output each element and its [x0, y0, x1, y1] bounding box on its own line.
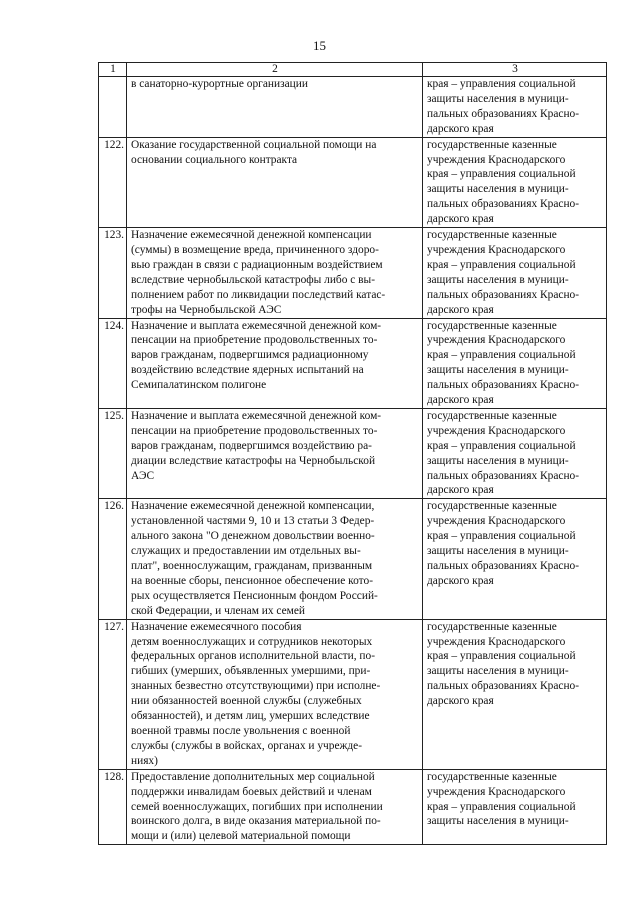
- responsible-agency: [423, 619, 607, 769]
- page-number: 15: [313, 38, 326, 53]
- agency-line: дарского края: [427, 695, 494, 708]
- table-row: [99, 137, 607, 227]
- service-line: обязанностей), и детям лиц, умерших вследствие: [131, 710, 370, 723]
- agency-line: учреждения Краснодарского: [427, 153, 566, 166]
- responsible-agency: [423, 318, 607, 408]
- service-line: знанных безвестно отсутствующими) при исполне-: [131, 680, 381, 693]
- agency-line: пальных образованиях Красно-: [427, 469, 580, 482]
- agency-line: пальных образованиях Красно-: [427, 107, 580, 120]
- service-line: полнением работ по ликвидации последствий катас-: [131, 288, 386, 301]
- agency-line: учреждения Краснодарского: [427, 334, 566, 347]
- table-row: [99, 318, 607, 408]
- table-row: [99, 499, 607, 619]
- agency-line: края – управления социальной: [427, 800, 576, 813]
- service-line: ального закона "О денежном довольствии военно-: [131, 530, 375, 543]
- service-line: семей военнослужащих, погибших при исполнении: [131, 800, 383, 813]
- service-description: [127, 769, 423, 845]
- table-row: [99, 769, 607, 845]
- header-col-2: 2: [127, 63, 423, 77]
- services-table: [98, 62, 607, 845]
- agency-line: дарского края: [427, 574, 494, 587]
- agency-line: дарского края: [427, 394, 494, 407]
- agency-line: края – управления социальной: [427, 530, 576, 543]
- agency-line: учреждения Краснодарского: [427, 785, 566, 798]
- agency-line: дарского края: [427, 213, 494, 226]
- service-line: Назначение ежемесячного пособия: [131, 620, 302, 633]
- service-line: (суммы) в возмещение вреда, причиненного здоро-: [131, 243, 379, 256]
- service-description: [127, 619, 423, 769]
- service-line: рых осуществляется Пенсионным фондом Россий-: [131, 589, 378, 602]
- agency-line: пальных образованиях Красно-: [427, 198, 580, 211]
- agency-line: края – управления социальной: [427, 349, 576, 362]
- service-line: гибших (умерших, объявленных умершими, при-: [131, 665, 371, 678]
- responsible-agency: [423, 408, 607, 498]
- row-number: 124.: [99, 318, 127, 408]
- agency-line: защиты населения в муници-: [427, 92, 569, 105]
- header-col-1: 1: [99, 63, 127, 77]
- agency-line: дарского края: [427, 122, 494, 135]
- service-line: служащих и предоставлении им отдельных вы-: [131, 545, 361, 558]
- service-line: на военные сборы, пенсионное обеспечение кото-: [131, 574, 373, 587]
- agency-line: учреждения Краснодарского: [427, 515, 566, 528]
- agency-line: края – управления социальной: [427, 168, 576, 181]
- responsible-agency: [423, 769, 607, 845]
- service-line: основании социального контракта: [131, 153, 298, 166]
- agency-line: пальных образованиях Красно-: [427, 379, 580, 392]
- service-description: [127, 77, 423, 138]
- agency-line: защиты населения в муници-: [427, 665, 569, 678]
- agency-line: защиты населения в муници-: [427, 454, 569, 467]
- service-line: Назначение ежемесячной денежной компенсации: [131, 229, 372, 242]
- service-line: установленной частями 9, 10 и 13 статьи 3 Федер-: [131, 515, 375, 528]
- service-line: поддержки инвалидам боевых действий и членам: [131, 785, 372, 798]
- table-header-row: [99, 63, 607, 77]
- table-row: [99, 77, 607, 138]
- service-line: пенсации на приобретение продовольственных то-: [131, 334, 378, 347]
- agency-line: государственные казенные: [427, 500, 557, 513]
- agency-line: края – управления социальной: [427, 650, 576, 663]
- service-description: [127, 318, 423, 408]
- service-line: ской Федерации, и членам их семей: [131, 604, 306, 617]
- service-line: диации вследствие катастрофы на Чернобыльской: [131, 454, 376, 467]
- agency-line: государственные казенные: [427, 138, 557, 151]
- row-number: [99, 77, 127, 138]
- agency-line: защиты населения в муници-: [427, 815, 569, 828]
- agency-line: учреждения Краснодарского: [427, 635, 566, 648]
- agency-line: государственные казенные: [427, 770, 557, 783]
- row-number: 127.: [99, 619, 127, 769]
- responsible-agency: [423, 228, 607, 318]
- service-line: варов гражданам, подвергшимся воздействию ра-: [131, 439, 372, 452]
- service-line: нии обязанностей военной службы (служебных: [131, 695, 362, 708]
- agency-line: учреждения Краснодарского: [427, 424, 566, 437]
- service-line: службы (службы в войсках, органах и учрежде-: [131, 739, 363, 752]
- responsible-agency: [423, 499, 607, 619]
- row-number: 125.: [99, 408, 127, 498]
- service-line: Семипалатинском полигоне: [131, 379, 267, 392]
- header-col-3: 3: [423, 63, 607, 77]
- service-line: вследствие чернобыльской катастрофы либо с вы-: [131, 273, 375, 286]
- service-line: плат", военнослужащим, гражданам, призванным: [131, 560, 373, 572]
- service-line: в санаторно-курортные организации: [131, 78, 308, 90]
- row-number: 123.: [99, 228, 127, 318]
- agency-line: пальных образованиях Красно-: [427, 560, 580, 572]
- agency-line: пальных образованиях Красно-: [427, 680, 580, 693]
- table-row: [99, 408, 607, 498]
- service-line: варов гражданам, подвергшимся радиационному: [131, 349, 369, 362]
- table-row: [99, 619, 607, 769]
- service-line: детям военнослужащих и сотрудников некоторых: [131, 635, 373, 648]
- service-line: Оказание государственной социальной помощи на: [131, 138, 377, 151]
- agency-line: государственные казенные: [427, 409, 557, 422]
- agency-line: защиты населения в муници-: [427, 273, 569, 286]
- responsible-agency: [423, 137, 607, 227]
- row-number: 126.: [99, 499, 127, 619]
- agency-line: учреждения Краснодарского: [427, 243, 566, 256]
- service-line: федеральных органов исполнительной власти, по-: [131, 650, 375, 663]
- service-line: Назначение и выплата ежемесячной денежной ком-: [131, 409, 382, 422]
- agency-line: защиты населения в муници-: [427, 364, 569, 377]
- row-number: 128.: [99, 769, 127, 845]
- agency-line: пальных образованиях Красно-: [427, 288, 580, 301]
- service-description: [127, 137, 423, 227]
- service-description: [127, 408, 423, 498]
- service-line: воинского долга, в виде оказания материальной по-: [131, 815, 381, 828]
- service-line: Предоставление дополнительных мер социальной: [131, 770, 375, 783]
- service-line: АЭС: [131, 469, 155, 482]
- agency-line: края – управления социальной: [427, 258, 576, 271]
- responsible-agency: [423, 77, 607, 138]
- service-line: военной травмы после увольнения с военной: [131, 724, 351, 737]
- service-line: Назначение ежемесячной денежной компенсации,: [131, 500, 375, 513]
- agency-line: защиты населения в муници-: [427, 183, 569, 196]
- agency-line: государственные казенные: [427, 319, 557, 332]
- agency-line: защиты населения в муници-: [427, 545, 569, 558]
- agency-line: дарского края: [427, 303, 494, 316]
- service-line: вью граждан в связи с радиационным воздействием: [131, 258, 383, 271]
- agency-line: края – управления социальной: [427, 439, 576, 452]
- service-line: Назначение и выплата ежемесячной денежной ком-: [131, 319, 382, 332]
- agency-line: дарского края: [427, 484, 494, 497]
- agency-line: края – управления социальной: [427, 78, 576, 90]
- service-line: воздействию вследствие ядерных испытаний на: [131, 364, 364, 377]
- service-description: [127, 499, 423, 619]
- service-description: [127, 228, 423, 318]
- agency-line: государственные казенные: [427, 229, 557, 242]
- service-line: ниях): [131, 754, 158, 767]
- service-line: пенсации на приобретение продовольственных то-: [131, 424, 378, 437]
- service-line: трофы на Чернобыльской АЭС: [131, 303, 282, 316]
- table-row: [99, 228, 607, 318]
- service-line: мощи и (или) целевой материальной помощи: [131, 830, 351, 843]
- agency-line: государственные казенные: [427, 620, 557, 633]
- row-number: 122.: [99, 137, 127, 227]
